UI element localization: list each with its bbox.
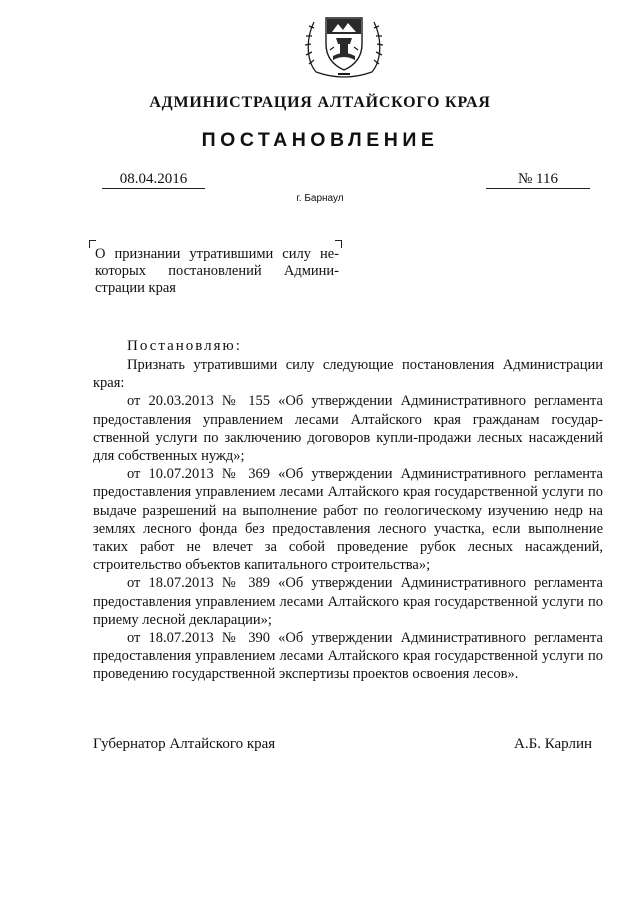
body-paragraph: от 20.03.2013 № 155 «Об утверждении Административного регламента предоставления управлением лесами Алтайского края гражданам государственной услуги по заключению договоров купли-продажи лесных насаждений для собственных нужд»; (93, 393, 603, 465)
document-subject: О признании утратившими силу некоторых постановлений Администрации края (95, 246, 339, 296)
signatory-position: Губернатор Алтайского края (93, 736, 276, 752)
coat-of-arms-emblem (302, 10, 386, 82)
document-body (93, 356, 603, 684)
organization-title: АДМИНИСТРАЦИЯ АЛТАЙСКОГО КРАЯ (149, 94, 491, 111)
body-paragraph: от 10.07.2013 № 369 «Об утверждении Административного регламента предоставления управлением лесами Алтайского края государственной услуги по выдаче разрешений на выполнение работ по геологическому изучению недр на землях лесного фонда без предоставления лесного участка, если выполнение таких работ не влечет за собой проведение рубок лесных насаждений, строительство объектов капитального строительства»; (93, 466, 603, 574)
document-date: 08.04.2016 (102, 170, 205, 189)
document-type-heading: ПОСТАНОВЛЕНИЕ (201, 129, 439, 151)
document-number: № 116 (486, 170, 590, 189)
body-paragraph: Признать утратившими силу следующие постановления Администрации края: (93, 357, 603, 392)
decree-word: Постановляю: (127, 338, 242, 354)
signatory-name: А.Б. Карлин (514, 736, 593, 752)
issue-city: г. Барнаул (296, 193, 344, 204)
body-paragraph: от 18.07.2013 № 389 «Об утверждении Административного регламента предоставления управлением лесами Алтайского края государственной услуги по приему лесной декларации»; (93, 575, 603, 628)
body-paragraph: от 18.07.2013 № 390 «Об утверждении Административного регламента предоставления управлением лесами Алтайского края государственной услуги по проведению государственной экспертизы проектов освоения лесов». (93, 630, 603, 683)
